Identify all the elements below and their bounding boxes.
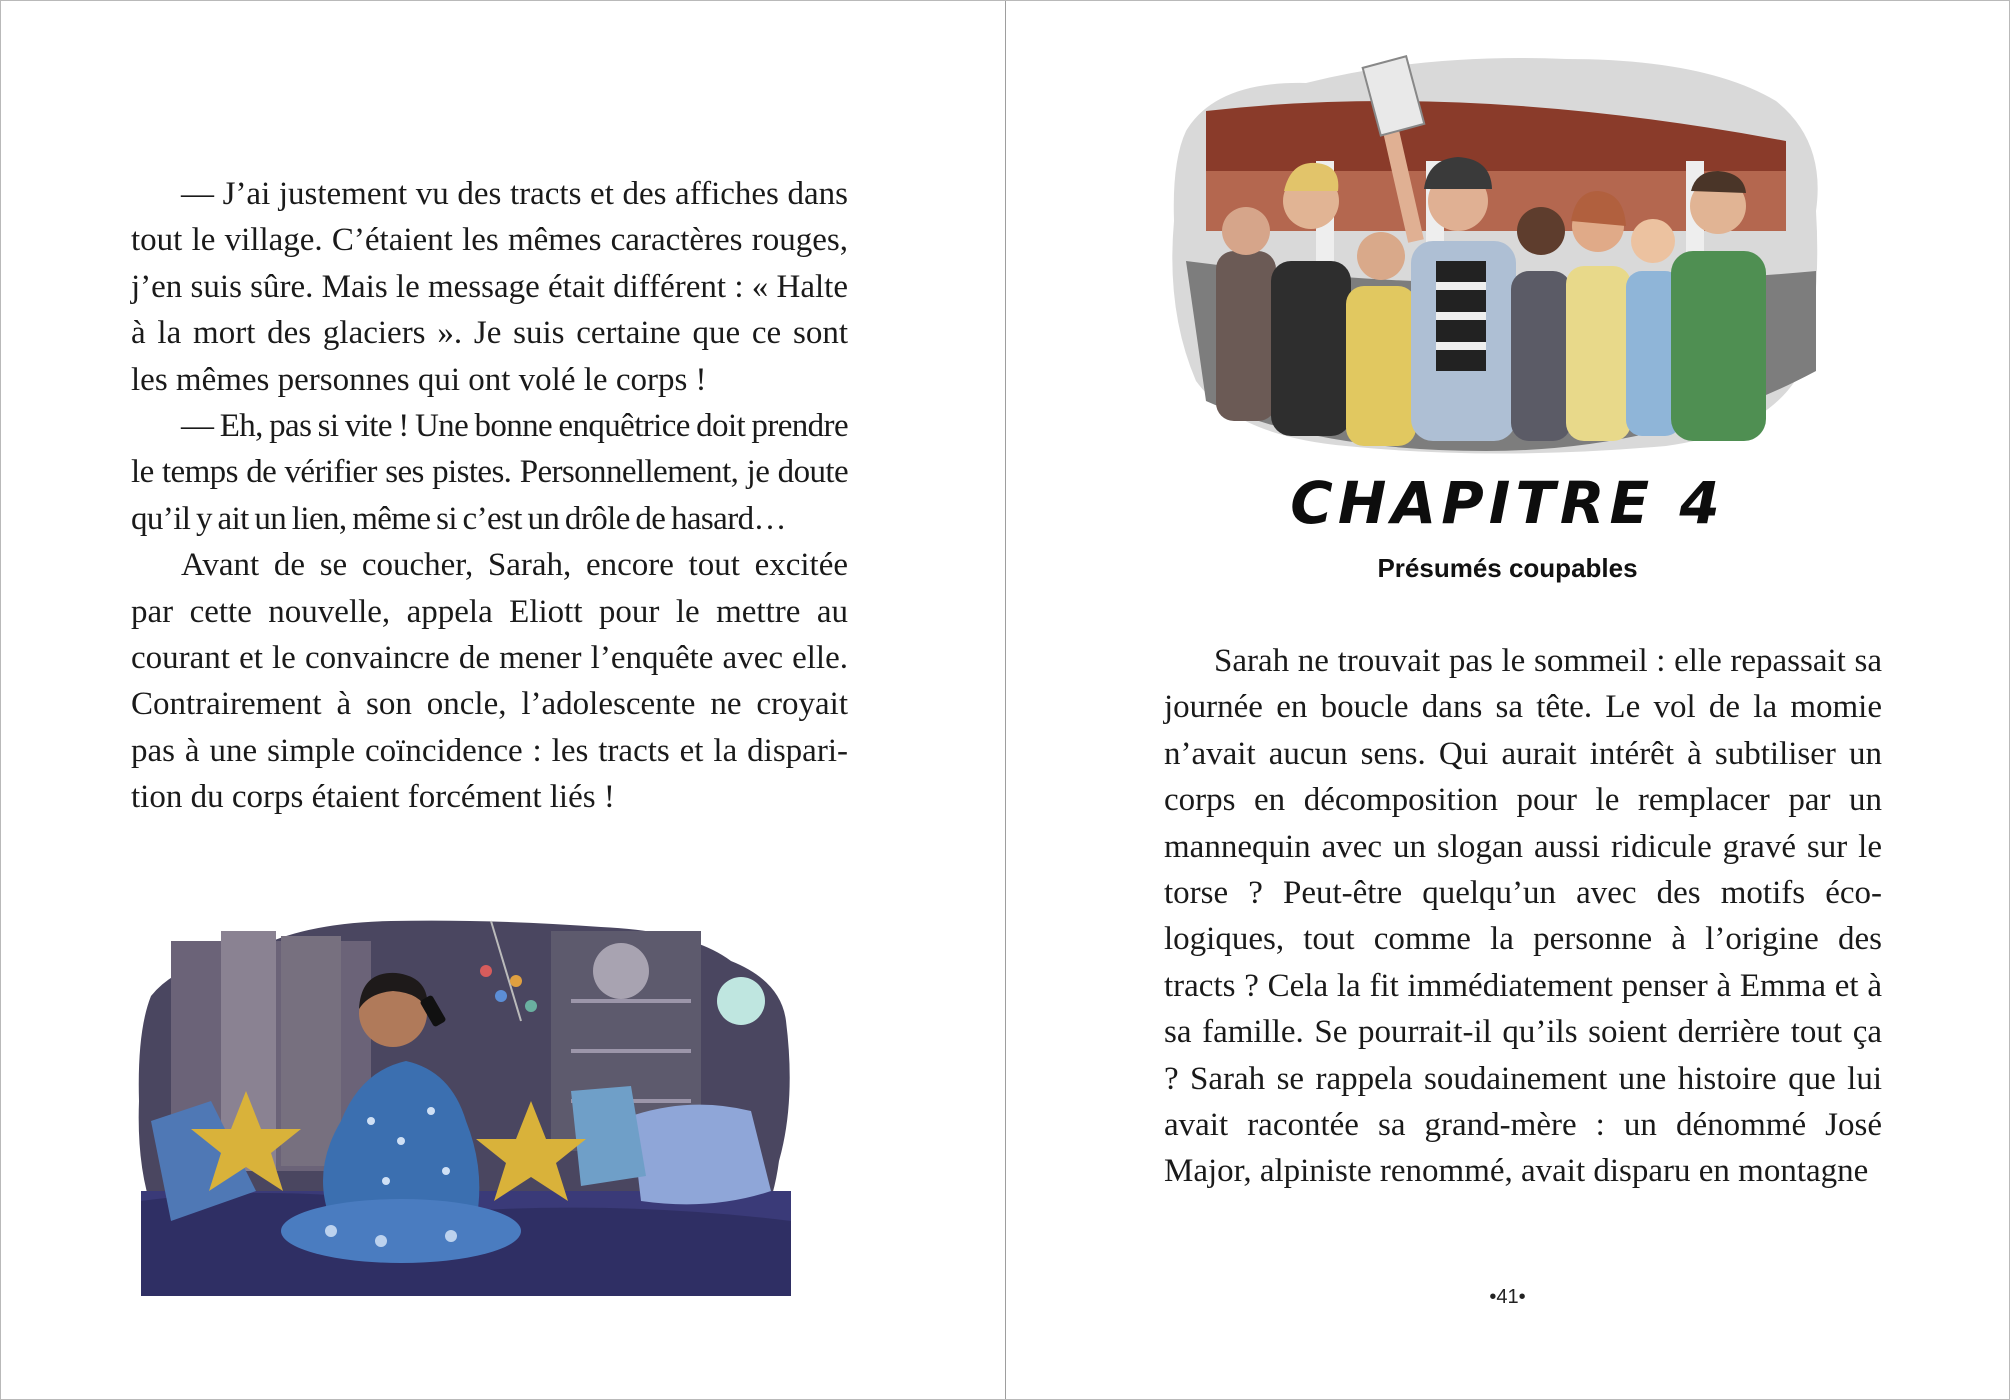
- left-body-text: [131, 171, 848, 821]
- paragraph: — J’ai justement vu des tracts et des affiches dans tout le village. C’étaient les mêmes caractères rouges, j’en suis sûre. Mais le message était différent : « Halte à la mort des glaciers ». Je suis certaine que ce sont les mêmes personnes qui ont volé le corps !: [131, 176, 848, 398]
- right-page: [1006, 1, 2009, 1399]
- bedroom-illustration: [131, 901, 821, 1296]
- cushion-light: [631, 1105, 771, 1205]
- page-number: •41•: [1489, 1286, 1526, 1308]
- paragraph: Sarah ne trouvait pas le sommeil : elle repassait sa journée en boucle dans sa tête. Le vol de la momie n’avait aucun sens. Qui aurait intérêt à subtiliser un corps en décomposition pour le remplacer par un mannequin avec un slogan aussi ridicule gravé sur le torse ? Peut-être quelqu’un avec des motifs écologiques, tout comme la personne à l’origine des tracts ? Cela la fit immédiatement penser à Emma et à sa famille. Se pourrait-il qu’ils soient derrière tout ça ? Sarah se rappela soudainement une histoire que lui avait racontée sa grand-mère : un dénommé José Major, alpiniste renommé, avait disparu en montagne: [1164, 643, 1882, 1190]
- chapter-subtitle: Présumés coupables: [1377, 553, 1638, 583]
- protest-illustration: [1166, 41, 1826, 461]
- paragraph: Avant de se coucher, Sarah, encore tout excitée par cette nouvelle, appela Eliott pour le mettre au courant et le convaincre de mener l’enquête avec elle. Contrairement à son oncle, l’adolescente ne croyait pas à une simple coïncidence : les tracts et la disparition du corps étaient forcément liés !: [131, 547, 848, 816]
- paragraph: — Eh, pas si vite ! Une bonne enquêtrice doit prendre le temps de vérifier ses pistes. Personnellement, je doute qu’il y ait un lien, même si c’est un drôle de hasard…: [131, 408, 848, 537]
- chapter-title: CHAPITRE 4: [1290, 469, 1725, 537]
- left-page: [1, 1, 1005, 1399]
- right-body-text: [1164, 638, 1882, 1195]
